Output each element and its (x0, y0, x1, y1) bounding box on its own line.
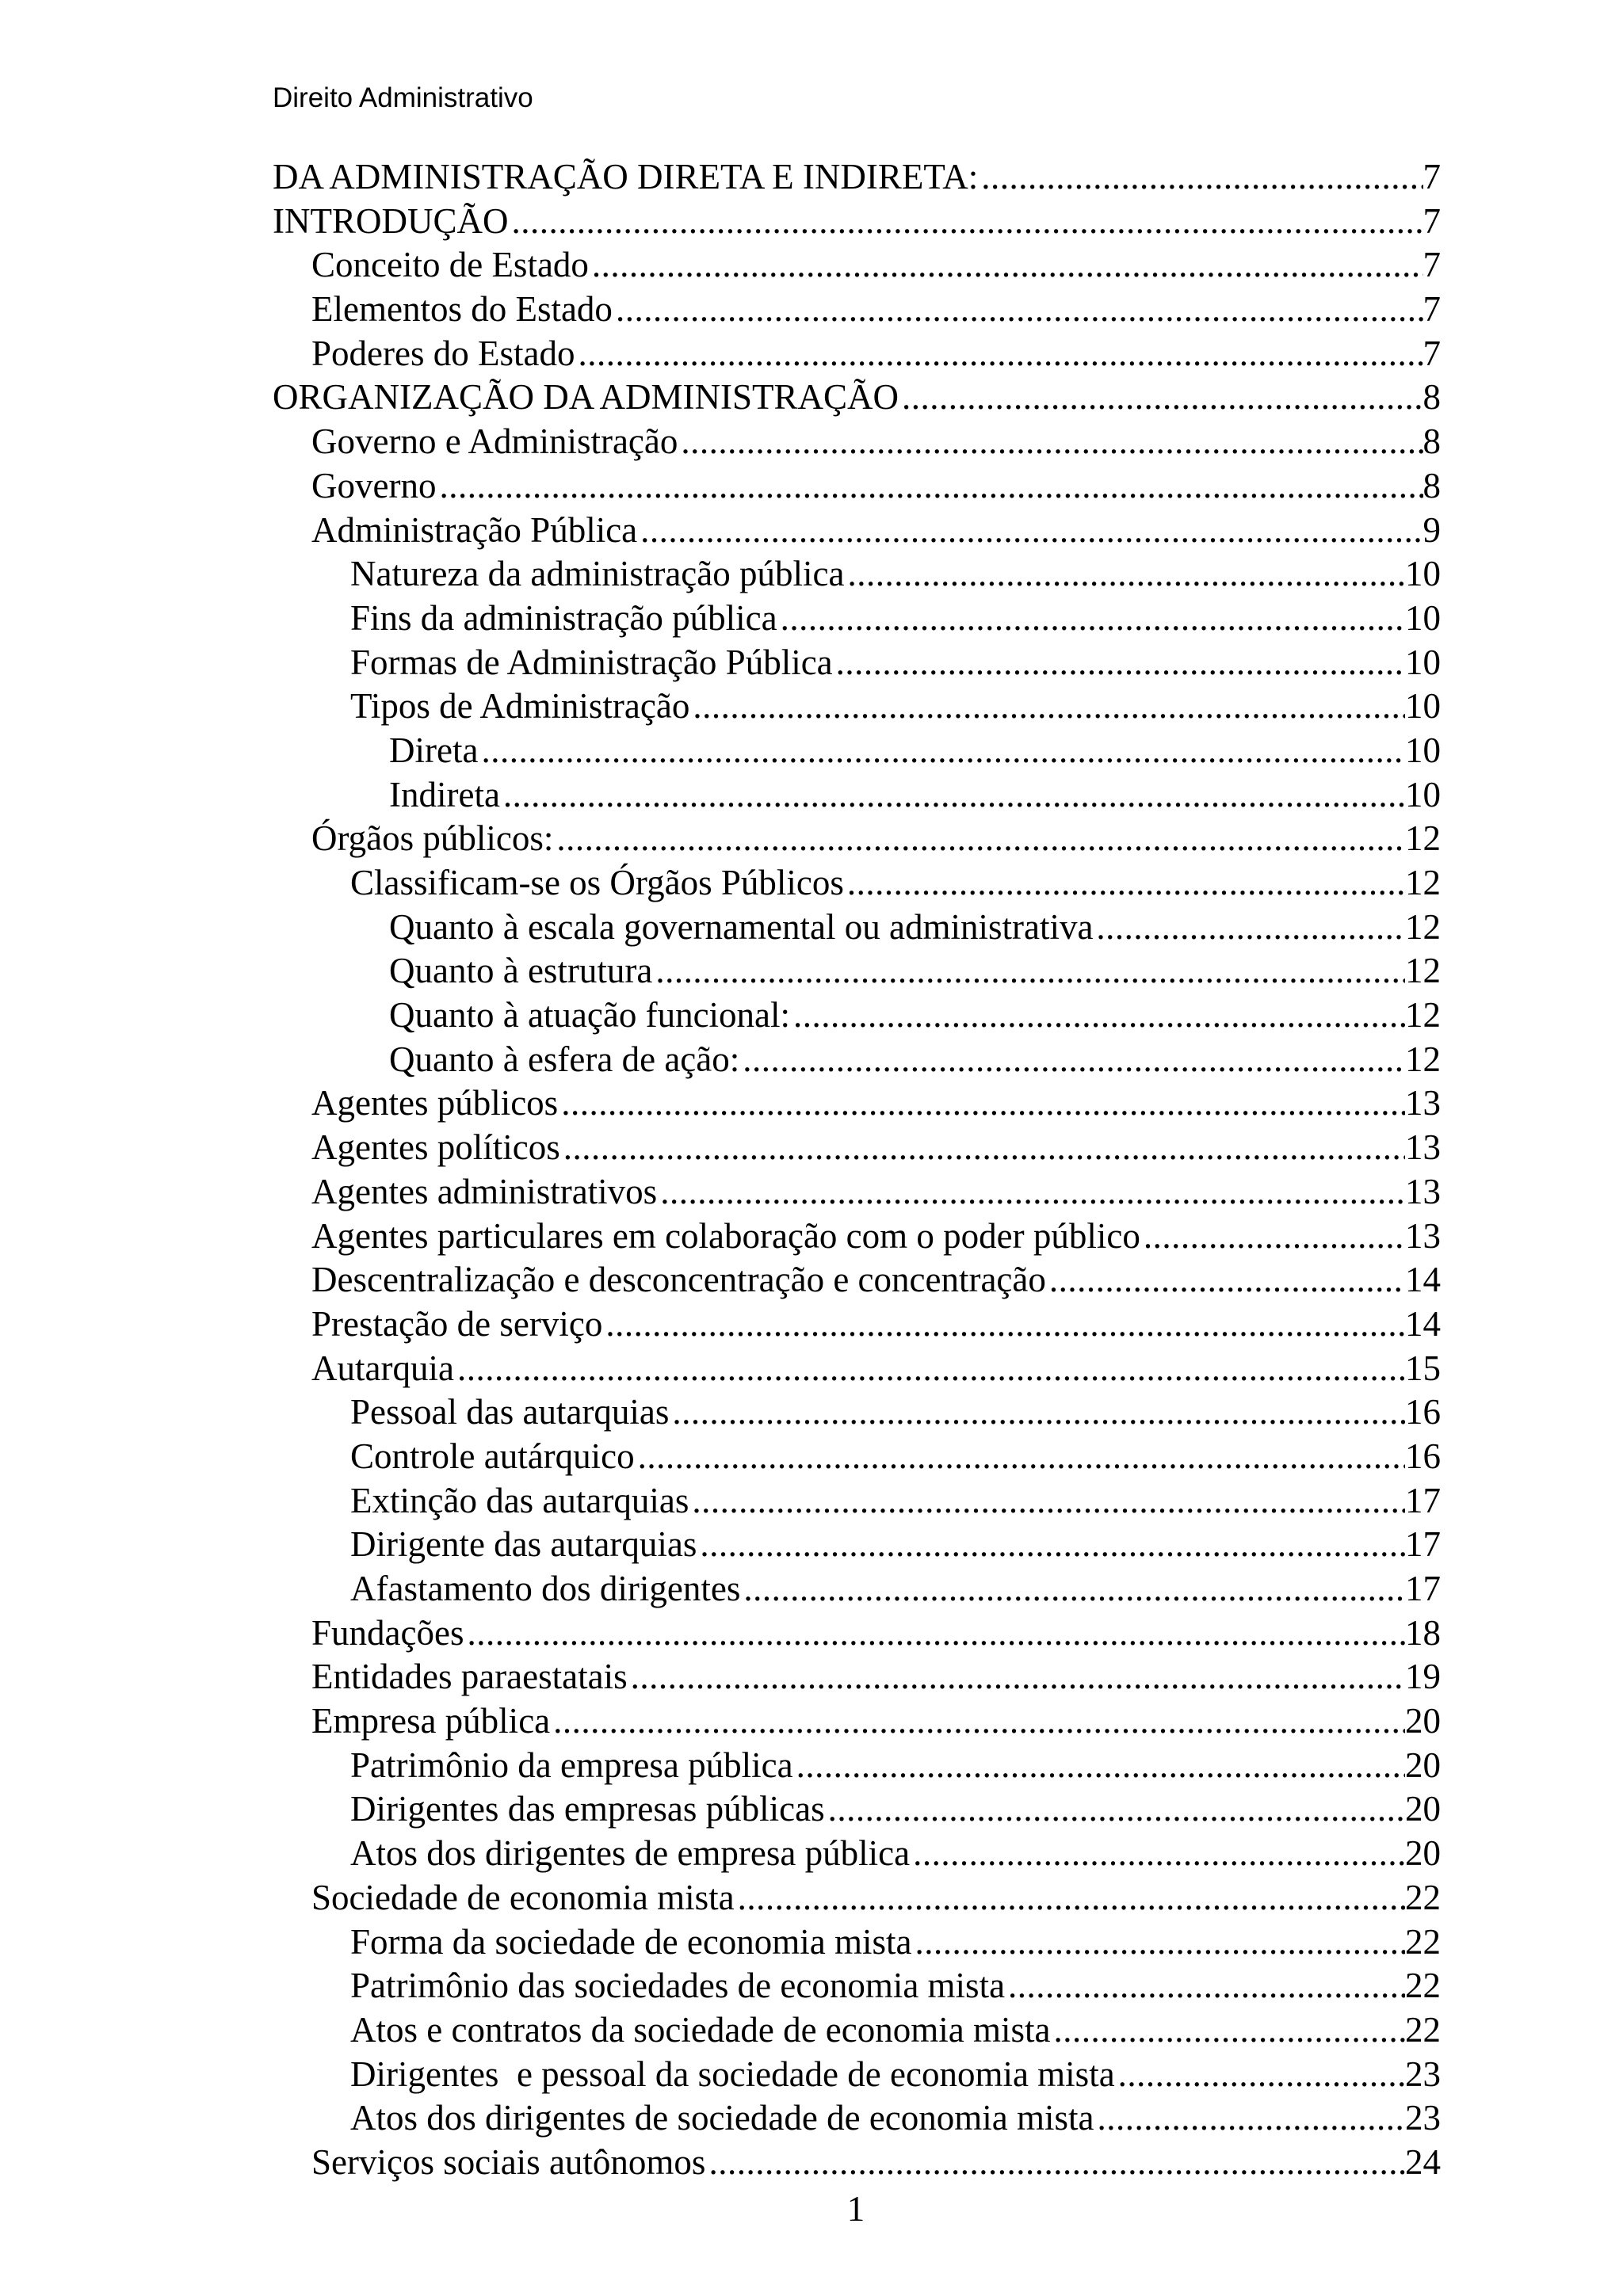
toc-entry-title: Quanto à estrutura (389, 951, 653, 991)
toc-dot-leader (478, 729, 1405, 773)
toc-entry-page: 8 (1423, 421, 1441, 462)
toc-entry-page: 10 (1405, 774, 1441, 814)
toc-entry[interactable] (273, 1302, 1441, 1347)
toc-entry-title: Pessoal das autarquias (350, 1392, 670, 1432)
toc-dot-leader (1005, 1964, 1405, 2008)
toc-entry-title: INTRODUÇÃO (273, 200, 509, 241)
toc-entry-page: 12 (1405, 951, 1441, 991)
toc-entry-page: 14 (1405, 1260, 1441, 1300)
toc-entry[interactable] (273, 1126, 1441, 1170)
toc-entry-title: Tipos de Administração (350, 686, 690, 727)
toc-entry[interactable] (273, 1787, 1441, 1832)
toc-dot-leader (793, 1744, 1405, 1788)
toc-entry-title: Atos e contratos da sociedade de economia mista (350, 2009, 1051, 2050)
toc-entry[interactable] (273, 1876, 1441, 1920)
toc-dot-leader (844, 861, 1405, 906)
toc-dot-leader (558, 1081, 1405, 1126)
toc-entry-page: 7 (1423, 157, 1441, 196)
toc-entry-title: Dirigente das autarquias (350, 1524, 697, 1565)
toc-entry-page: 15 (1405, 1348, 1441, 1388)
toc-dot-leader (735, 1876, 1405, 1920)
toc-entry[interactable] (273, 2008, 1441, 2053)
toc-entry[interactable] (273, 2096, 1441, 2141)
toc-dot-leader (689, 1479, 1405, 1524)
toc-entry-page: 20 (1405, 1789, 1441, 1829)
toc-entry-title: Descentralização e desconcentração e concentração (311, 1260, 1046, 1300)
toc-entry-title: Patrimônio das sociedades de economia mista (350, 1966, 1006, 2006)
toc-entry[interactable] (273, 1081, 1441, 1126)
toc-entry-page: 22 (1405, 1877, 1441, 1917)
toc-entry-page: 18 (1405, 1612, 1441, 1653)
toc-entry-page: 16 (1405, 1436, 1441, 1476)
toc-entry-page: 8 (1423, 465, 1441, 505)
toc-dot-leader (1050, 2008, 1405, 2053)
toc-dot-leader (602, 1302, 1405, 1347)
toc-entry-page: 20 (1405, 1701, 1441, 1741)
toc-entry-title: Órgãos públicos: (311, 818, 554, 859)
toc-entry[interactable] (273, 200, 1441, 244)
toc-entry-page: 13 (1405, 1171, 1441, 1211)
toc-entry-page: 10 (1405, 642, 1441, 682)
toc-dot-leader (978, 155, 1423, 200)
toc-entry[interactable] (273, 1832, 1441, 1876)
running-header: Direito Administrativo (273, 82, 533, 113)
toc-entry-page: 24 (1405, 2142, 1441, 2182)
toc-dot-leader (560, 1126, 1405, 1170)
toc-entry-title: ORGANIZAÇÃO DA ADMINISTRAÇÃO (273, 377, 899, 418)
toc-entry-title: Entidades paraestatais (311, 1657, 628, 1697)
toc-dot-leader (553, 817, 1405, 861)
toc-entry-page: 22 (1405, 2009, 1441, 2050)
toc-entry-page: 20 (1405, 1833, 1441, 1874)
toc-entry[interactable] (273, 552, 1441, 597)
toc-entry-title: Autarquia (311, 1348, 454, 1388)
toc-entry-title: Quanto à atuação funcional: (389, 995, 791, 1035)
toc-dot-leader (1115, 2053, 1405, 2097)
toc-entry[interactable] (273, 817, 1441, 861)
toc-entry-title: Quanto à esfera de ação: (389, 1039, 740, 1079)
toc-entry-page: 10 (1405, 686, 1441, 727)
toc-entry[interactable] (273, 288, 1441, 332)
toc-entry[interactable] (273, 1920, 1441, 1965)
toc-entry-page: 17 (1405, 1480, 1441, 1520)
toc-dot-leader (635, 1435, 1405, 1479)
toc-dot-leader (500, 773, 1405, 818)
toc-entry-title: Direta (389, 730, 479, 770)
toc-entry-page: 12 (1405, 995, 1441, 1035)
toc-entry[interactable] (273, 464, 1441, 509)
toc-entry-title: Atos dos dirigentes de sociedade de economia mista (350, 2098, 1094, 2138)
toc-entry[interactable] (273, 376, 1441, 420)
toc-dot-leader (669, 1390, 1405, 1435)
toc-entry[interactable] (273, 773, 1441, 818)
toc-entry-title: Atos dos dirigentes de empresa pública (350, 1833, 911, 1874)
toc-dot-leader (1140, 1215, 1405, 1259)
toc-entry[interactable] (273, 2141, 1441, 2185)
toc-entry[interactable] (273, 1611, 1441, 1656)
toc-entry-page: 23 (1405, 2098, 1441, 2138)
toc-entry[interactable] (273, 155, 1441, 200)
toc-entry-page: 7 (1423, 200, 1441, 241)
toc-dot-leader (678, 420, 1423, 464)
toc-entry-title: Afastamento dos dirigentes (350, 1569, 741, 1608)
toc-entry-page: 17 (1405, 1524, 1441, 1565)
toc-dot-leader (454, 1347, 1405, 1391)
toc-entry-title: Fundações (311, 1612, 464, 1653)
page-number: 1 (846, 2189, 865, 2229)
toc-entry-page: 13 (1405, 1215, 1441, 1256)
toc-dot-leader (1093, 906, 1405, 950)
toc-dot-leader (1046, 1258, 1405, 1302)
toc-dot-leader (825, 1787, 1405, 1832)
toc-dot-leader (790, 994, 1405, 1038)
toc-entry[interactable] (273, 1699, 1441, 1744)
toc-entry[interactable] (273, 1215, 1441, 1259)
toc-entry[interactable] (273, 1038, 1441, 1082)
toc-entry[interactable] (273, 420, 1441, 464)
toc-entry[interactable] (273, 1170, 1441, 1215)
toc-entry-page: 12 (1405, 818, 1441, 859)
toc-entry-title: Sociedade de economia mista (311, 1877, 735, 1917)
toc-entry-page: 10 (1405, 554, 1441, 594)
toc-entry[interactable] (273, 685, 1441, 729)
toc-entry[interactable] (273, 332, 1441, 376)
toc-entry-page: 14 (1405, 1303, 1441, 1344)
toc-entry-title: Dirigentes e pessoal da sociedade de economia mista (350, 2054, 1115, 2094)
toc-entry-page: 7 (1423, 245, 1441, 285)
toc-entry-page: 19 (1405, 1657, 1441, 1697)
toc-entry-page: 23 (1405, 2054, 1441, 2094)
toc-dot-leader (689, 685, 1405, 729)
toc-dot-leader (912, 1920, 1405, 1965)
toc-entry-title: Serviços sociais autônomos (311, 2142, 706, 2182)
toc-entry-page: 7 (1423, 333, 1441, 373)
toc-dot-leader (628, 1655, 1405, 1699)
toc-entry[interactable] (273, 1567, 1441, 1611)
toc-dot-leader (740, 1567, 1405, 1611)
toc-entry-title: Dirigentes das empresas públicas (350, 1789, 825, 1829)
toc-entry[interactable] (273, 1655, 1441, 1699)
toc-entry[interactable] (273, 641, 1441, 685)
toc-entry-page: 12 (1405, 906, 1441, 947)
toc-entry-title: Agentes públicos (311, 1083, 559, 1123)
toc-entry-page: 22 (1405, 1966, 1441, 2006)
toc-entry-title: Prestação de serviço (311, 1303, 603, 1344)
toc-entry-title: Agentes políticos (311, 1127, 560, 1168)
toc-dot-leader (739, 1038, 1405, 1082)
toc-dot-leader (589, 243, 1423, 288)
toc-entry-title: Indireta (389, 774, 500, 814)
toc-entry-page: 13 (1405, 1083, 1441, 1123)
toc-dot-leader (899, 376, 1423, 420)
toc-entry-title: Controle autárquico (350, 1436, 635, 1476)
toc-entry-title: Governo e Administração (311, 421, 678, 462)
toc-entry[interactable] (273, 1479, 1441, 1524)
toc-entry-title: Formas de Administração Pública (350, 642, 833, 682)
toc-dot-leader (575, 332, 1423, 376)
toc-entry-page: 22 (1405, 1921, 1441, 1962)
toc-entry-page: 10 (1405, 730, 1441, 770)
toc-entry[interactable] (273, 729, 1441, 773)
toc-entry[interactable] (273, 1258, 1441, 1302)
toc-entry[interactable] (273, 994, 1441, 1038)
table-of-contents (273, 155, 1441, 2185)
toc-entry-title: Patrimônio da empresa pública (350, 1745, 793, 1785)
toc-dot-leader (697, 1523, 1405, 1567)
toc-entry-title: Governo (311, 465, 437, 505)
toc-dot-leader (509, 200, 1423, 244)
toc-entry-title: Forma da sociedade de economia mista (350, 1921, 912, 1962)
toc-entry-page: 8 (1423, 377, 1441, 418)
toc-entry-title: Poderes do Estado (311, 333, 575, 373)
toc-dot-leader (652, 949, 1405, 994)
toc-entry-title: Empresa pública (311, 1701, 551, 1741)
toc-entry-page: 20 (1405, 1745, 1441, 1785)
toc-entry[interactable] (273, 597, 1441, 641)
toc-entry-page: 17 (1405, 1569, 1441, 1608)
toc-entry[interactable] (273, 1744, 1441, 1788)
toc-entry[interactable] (273, 509, 1441, 553)
toc-dot-leader (777, 597, 1405, 641)
toc-entry[interactable] (273, 2053, 1441, 2097)
toc-dot-leader (910, 1832, 1405, 1876)
toc-dot-leader (833, 641, 1405, 685)
toc-entry-title: Conceito de Estado (311, 245, 589, 285)
toc-entry[interactable] (273, 243, 1441, 288)
toc-dot-leader (705, 2141, 1405, 2185)
toc-entry[interactable] (273, 906, 1441, 950)
toc-dot-leader (550, 1699, 1405, 1744)
toc-entry-page: 12 (1405, 1039, 1441, 1079)
toc-entry-page: 9 (1423, 509, 1441, 550)
toc-entry[interactable] (273, 1435, 1441, 1479)
toc-dot-leader (464, 1611, 1405, 1656)
toc-entry-page: 13 (1405, 1127, 1441, 1168)
toc-entry-title: Fins da administração pública (350, 597, 777, 638)
toc-dot-leader (844, 552, 1405, 597)
toc-dot-leader (613, 288, 1423, 332)
toc-dot-leader (436, 464, 1423, 509)
toc-entry-title: Quanto à escala governamental ou administrativa (389, 906, 1094, 947)
toc-entry-page: 7 (1423, 289, 1441, 330)
toc-entry[interactable] (273, 1523, 1441, 1567)
toc-entry-page: 12 (1405, 863, 1441, 902)
toc-entry[interactable] (273, 861, 1441, 906)
toc-entry-title: Elementos do Estado (311, 289, 613, 330)
toc-entry-title: Extinção das autarquias (350, 1480, 689, 1520)
toc-entry[interactable] (273, 1347, 1441, 1391)
toc-entry-title: DA ADMINISTRAÇÃO DIRETA E INDIRETA: (273, 157, 979, 196)
toc-entry-title: Agentes administrativos (311, 1171, 658, 1211)
toc-entry-title: Classificam-se os Órgãos Públicos (350, 863, 844, 902)
toc-entry-title: Agentes particulares em colaboração com o poder público (311, 1215, 1140, 1256)
toc-entry[interactable] (273, 949, 1441, 994)
toc-dot-leader (637, 509, 1423, 553)
toc-entry-page: 16 (1405, 1392, 1441, 1432)
toc-entry-page: 10 (1405, 597, 1441, 638)
toc-entry[interactable] (273, 1390, 1441, 1435)
toc-dot-leader (657, 1170, 1405, 1215)
toc-entry[interactable] (273, 1964, 1441, 2008)
toc-dot-leader (1094, 2096, 1406, 2141)
toc-entry-title: Administração Pública (311, 509, 638, 550)
toc-entry-title: Natureza da administração pública (350, 554, 845, 594)
